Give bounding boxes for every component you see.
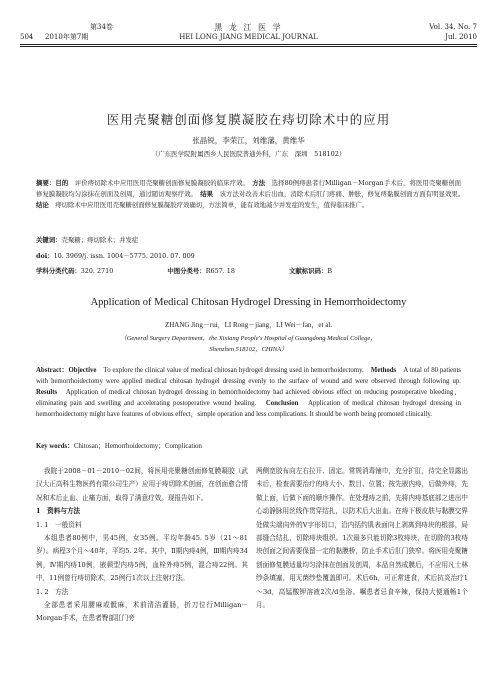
body-column-right [256,465,468,612]
volume-cn: 第34卷 [90,23,113,31]
classification-line [36,266,461,277]
result-label-cn: 结果 [200,190,214,198]
section-1-2-paragraph: 全部患者采用腰麻或骶麻，术前清洁灌肠，折刀位行Milligan－Morgan手术，在患者臀部肛门旁 [36,601,248,623]
keywords-en-label: Key words： [36,443,74,450]
objective-label-en: Objective [68,367,97,374]
clc-label: 中图分类号： [167,267,206,275]
doi-line [36,251,461,262]
objective-cn: 评价痔切除术中应用医用壳聚糖创面修复膜凝胶的临床疗效。 [74,179,246,187]
keywords-cn [36,235,461,246]
results-label-en: Results [36,389,58,396]
abstract-en [36,365,461,420]
body-column-left [36,465,248,626]
date-en: Jul. 2010 [445,33,477,41]
title-cn: 医用壳聚糖创面修复膜凝胶在痔切除术中的应用 [106,112,391,127]
volume-en: Vol. 34, No. 7 [429,23,477,31]
conclusion-label-cn: 结论 [36,201,49,209]
page-number: 504 [20,33,34,41]
affiliation-cn: （广东医学院附属西乡人民医院普通外科，广东 深圳 518102） [151,150,346,158]
section-1-heading [36,505,248,518]
issue-cn: 2010年第7期 [45,33,89,41]
doc-code-value: B [327,267,333,275]
authors-cn: 张晶锐，李荣江，刘维藩，黄维华 [192,136,305,145]
abstract-cn-label: 摘要： [36,179,56,187]
section-1-2-heading: 1. 2 方法 [36,587,69,596]
affiliation-en-2 [0,345,497,355]
authors-en: ZHANG Jing－rui，LI Rong－jiang，LI Wei－fan，et al. [164,321,333,329]
objective-label-cn: 目的 [55,179,69,187]
affiliation-en-1-text: （General Surgery Department，the Xixiang People's Hospital of Guangdong Medical College， [120,335,377,342]
abstract-cn [36,178,461,211]
doi-value: 10. 3969/j. issn. 1004－5775. 2010. 07. 009 [53,252,195,260]
keywords-en [36,441,461,452]
header-rule [20,44,477,45]
method-cn: 选择80例痔患者行Milligan－Morgan手术后，将医用壳聚糖创面修复膜凝胶均匀涂抹在创面及创周，通过随访观察疗效。 [36,179,462,198]
journal-name-en: HEI LONG JIANG MEDICAL JOURNAL [179,33,318,41]
section-1-1-paragraph: 本组患者80例中，男45例，女35例。平均年龄45. 5岁（21～81岁）。病程3个月～40年，平均5. 2年。其中，Ⅱ期内痔4例，Ⅲ期内痔34例，Ⅳ期内痔10例，嵌顿型内痔5例，血栓外痔5例，混合痔22例。其中，11例曾行痔切除术，25例行1次以上注射疗法。 [36,534,248,583]
conclusion-cn: 痔切除术中应用医用壳聚糖创面修复膜凝胶疗效确切，方法简单，能有效地减少并发症的发生，值得临床推广。 [55,201,369,209]
journal-name-cn: 黑 龙 江 医 学 [214,23,283,32]
result-cn: 该方法对改善术后出血，消除术后肛门疼痛、肿胀，修复痔黏膜创面方面有明显效果。 [219,190,462,198]
title-en: Application of Medical Chitosan Hydrogel Dressing in Hemorrhoidectomy [90,297,407,308]
objective-en: To explore the clinical value of medical chitosan hydrogel dressing used in hemorrhoidectomy. [103,367,364,374]
conclusion-en: Application of medical chitosan hydrogel dressing in hemorrhoidectomy might have features of obvious effect，simple operation and less complications. It should be worth being promoted clinically. [36,400,461,418]
results-en: Application of medical chitosan hydrogel dressing in hemorrhoidectomy had achieved obvious effect on reducing postoperative bleeding，eliminating pain and swelling and accelerating postoperative wound healing. [36,389,462,407]
methods-en: A total of 80 patients with hemorrhoidectomy were applied medical chitosan hydrogel dressing evenly to the surface of wound and were observed through following up. [36,367,462,385]
abstract-en-label: Abstract： [36,367,69,374]
header-rule-thin [20,46,477,47]
keywords-cn-label: 关键词： [36,236,62,244]
doi-label: doi： [36,252,54,260]
section-1-heading-text: 1 资料与方法 [36,507,81,516]
method-label-cn: 方法 [252,179,266,187]
methods-label-en: Methods [370,367,397,374]
conclusion-label-en: Conclusion [265,400,299,407]
section-1-1-heading: 1. 1 一般资料 [36,520,82,529]
keywords-cn-text: 壳聚糖；痔切除术；并发症 [61,236,139,244]
affiliation-en-2-text: Shenzhen 518102，CHINA） [209,346,288,353]
subject-code-value: 320. 2710 [80,267,114,275]
method-continued-paragraph: 两侧宽胶布向左右拉开、固定。常规消毒铺巾，充分扩肛，待完全显露出未后，检查需要治疗的痔大小、数目、位置；按先嵌内痔，后做外痔，先做上面，后做下面的顺序操作。在处理痔之前，先将内痔基底部之进出中心动静脉用丝线作贯穿结扎，以防术后大出血。在痔下极皮肤与黏膜交界处做尖端向外的V字形切口，沿内括约肌表面向上剥离到痔块的根部，局部缝合结扎，切除痔块组织。1次最多只能切除3枚痔块，在切除的3枚痔块创面之间需要保留一定的黏膜桥，防止手术后肛门狭窄。将医用壳聚糖创面修复膜适量均匀涂抹在创面及创周，本品自然成膜后，不应用凡士林纱条填塞，用无菌纱垫覆盖即可。术后6h，可正常进食，术后抗炎治疗1～3d，高锰酸钾溶液2次/d坐浴。嘱患者忌食辛辣，保持大便通畅1个月。 [256,467,468,610]
intro-paragraph: 我院于2008－01－2010－02间，将医用壳聚糖创面修复膜凝胶（武汉大正高科生物医药有限公司生产）应用于痔切除术创面，在创面愈合情况和术后止血、止痛方面，取得了满意疗效。现报告如下。 [36,467,248,502]
doc-code-label: 文献标识码： [289,267,328,275]
clc-value: R657. 18 [205,267,235,275]
affiliation-en-1 [0,334,497,344]
keywords-en-text: Chitosan；Hemorrhoidectomy；Complication [73,443,202,450]
subject-code-label: 学科分类代码： [36,267,81,275]
